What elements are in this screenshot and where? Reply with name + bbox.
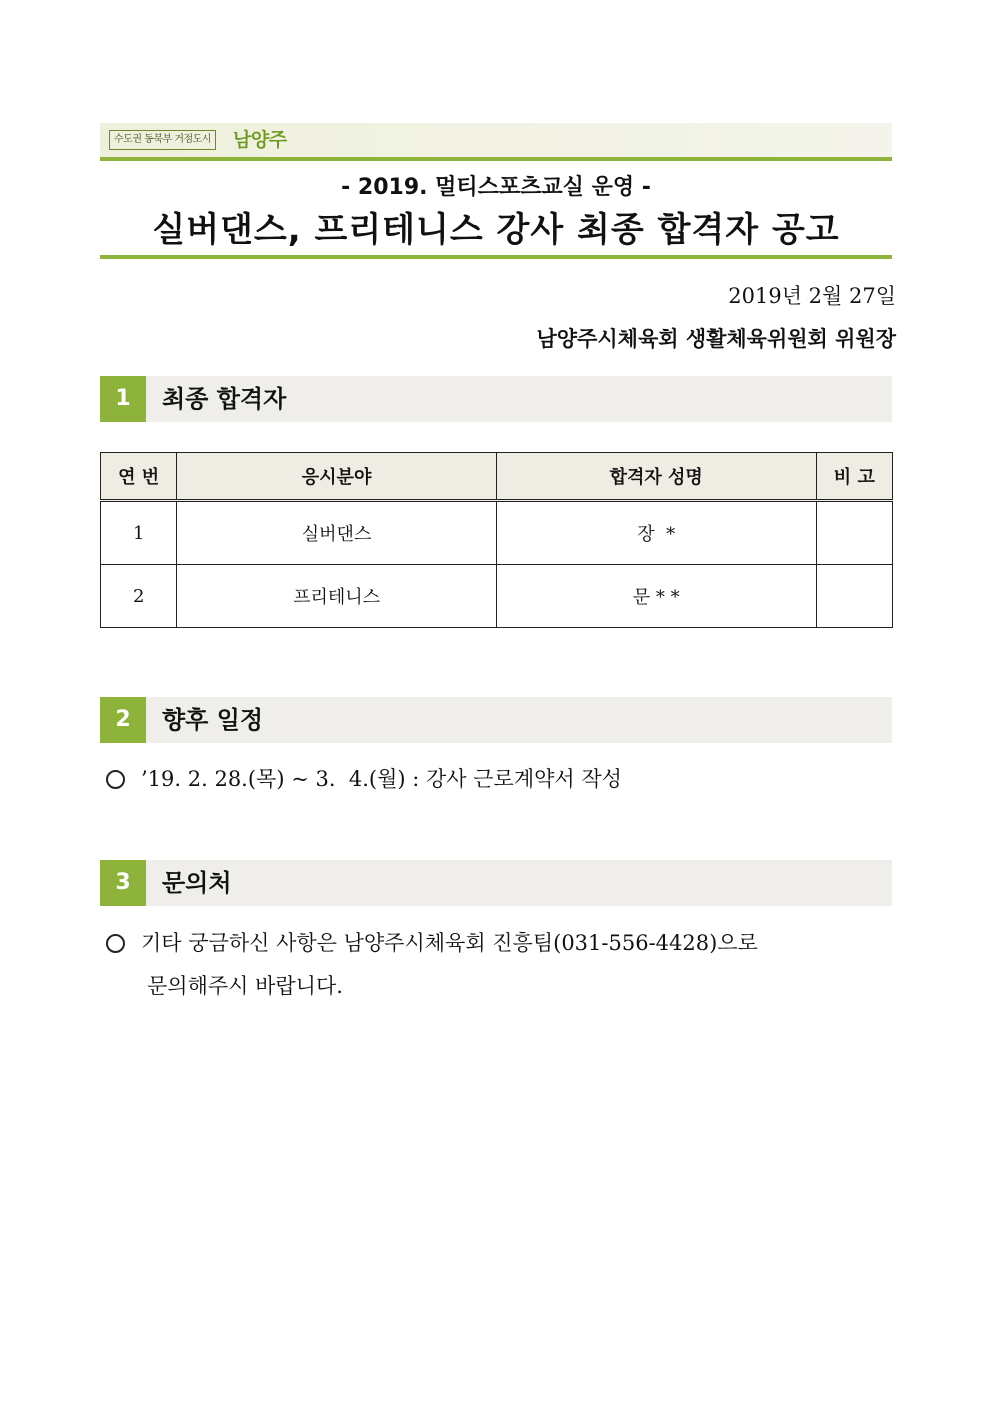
schedule-text: ’19. 2. 28.(목) ~ 3. 4.(월) : 강사 근로계약서 작성: [141, 767, 622, 791]
section-number: 1: [100, 376, 146, 422]
issuer: 남양주시체육회 생활체육위원회 위원장: [536, 326, 896, 351]
section-number: 2: [100, 697, 146, 743]
passers-table: [100, 452, 893, 628]
section-final-passers: [100, 376, 892, 422]
city-slogan: 수도권 동북부 거점도시: [109, 130, 216, 150]
logo-banner: [100, 123, 892, 161]
contact-text: 기타 궁금하신 사항은 남양주시체육회 진흥팀(031-556-4428)으로: [141, 931, 758, 955]
table-cell: 프리테니스: [177, 565, 496, 628]
table-cell: 1: [101, 501, 177, 565]
table-header-row: [101, 453, 893, 501]
table-row: [101, 565, 893, 628]
circle-bullet-icon: [106, 934, 125, 953]
table-cell: 장 *: [496, 501, 816, 565]
table-cell: 2: [101, 565, 177, 628]
column-header: 연 번: [101, 453, 177, 501]
table-row: [101, 501, 893, 565]
section-contact: [100, 860, 892, 906]
contact-item: [106, 927, 758, 957]
section-title: 최종 합격자: [162, 385, 287, 413]
section-number: 3: [100, 860, 146, 906]
city-logo: 남양주: [233, 129, 287, 151]
column-header: 응시분야: [177, 453, 496, 501]
section-title: 향후 일정: [162, 706, 264, 734]
table-cell: 실버댄스: [177, 501, 496, 565]
schedule-item: [106, 763, 622, 793]
circle-bullet-icon: [106, 770, 125, 789]
column-header: 비 고: [816, 453, 892, 501]
document-subtitle: - 2019. 멀티스포츠교실 운영 -: [341, 175, 651, 200]
contact-text-continued: 문의해주시 바랍니다.: [147, 974, 343, 998]
table-cell: 문 * *: [496, 565, 816, 628]
section-title: 문의처: [162, 869, 232, 897]
title-divider: [100, 255, 892, 259]
document-title: 실버댄스, 프리테니스 강사 최종 합격자 공고: [152, 210, 840, 250]
section-schedule: [100, 697, 892, 743]
table-cell: [816, 501, 892, 565]
announcement-date: 2019년 2월 27일: [728, 284, 896, 308]
column-header: 합격자 성명: [496, 453, 816, 501]
table-cell: [816, 565, 892, 628]
